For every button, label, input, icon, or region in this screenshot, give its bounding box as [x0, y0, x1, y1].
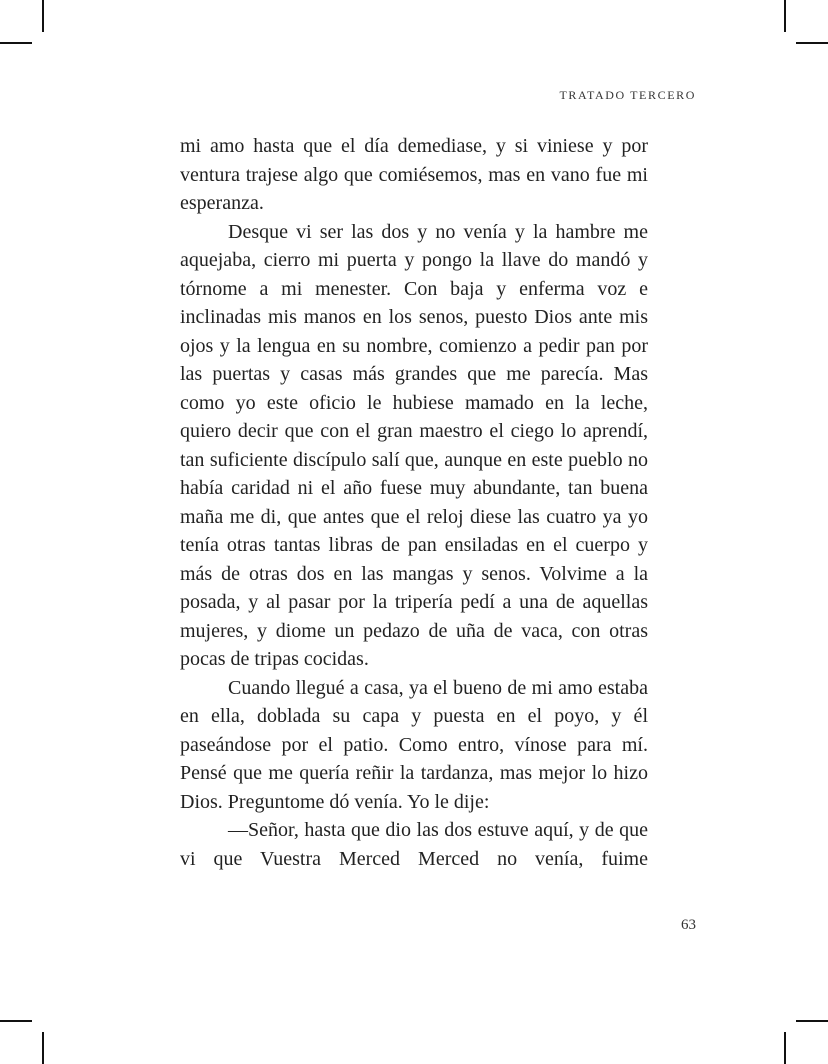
crop-mark-top-left-horizontal — [0, 42, 32, 44]
running-head: TRATADO TERCERO — [559, 88, 696, 102]
paragraph-return-home: Cuando llegué a casa, ya el bueno de mi amo estaba en ella, doblada su capa y puesta en el poyo, y él paseándose por el patio. Como entro, vínose para mí. Pensé que me quería reñir la tardanza, mas mejor lo hizo Dios. Preguntome dó venía. Yo le dije: — [180, 676, 648, 813]
crop-mark-bottom-right-horizontal — [796, 1020, 828, 1022]
crop-mark-bottom-left-horizontal — [0, 1020, 32, 1022]
crop-mark-top-right-horizontal — [796, 42, 828, 44]
paragraph-begging: Desque vi ser las dos y no venía y la hambre me aquejaba, cierro mi puerta y pongo la llave do mandó y tórnome a mi menester. Con baja y enferma voz e inclinadas mis manos en los senos, puesto Dios ante mis ojos y la lengua en su nombre, comienzo a pedir pan por las puertas y casas más grandes que me parecía. Mas como yo este oficio le hubiese mamado en la leche, quiero decir que con el gran maestro el ciego lo aprendí, tan suficiente discípulo salí que, aunque en este pueblo no había caridad ni el año fuese muy abundante, tan buena maña me di, que antes que el reloj diese las cuatro ya yo tenía otras tantas libras de pan ensiladas en el cuerpo y más de otras dos en las mangas y senos. Volvime a la posada, y al pasar por la tripería pedí a una de aquellas mujeres, y diome un pedazo de uña de vaca, con otras pocas de tripas cocidas. — [180, 220, 648, 670]
body-text — [180, 132, 648, 873]
crop-mark-top-right-vertical — [784, 0, 786, 32]
paragraph-continuation: mi amo hasta que el día demediase, y si viniese y por ventura trajese algo que comiésemos, mas en vano fue mi esperanza. — [180, 135, 648, 214]
crop-mark-bottom-left-vertical — [42, 1032, 44, 1064]
paragraph-dialogue: —Señor, hasta que dio las dos estuve aquí, y de que vi que Vuestra Merced Merced no venía, fuime — [180, 819, 648, 870]
crop-mark-bottom-right-vertical — [784, 1032, 786, 1064]
page-number: 63 — [681, 917, 696, 933]
crop-mark-top-left-vertical — [42, 0, 44, 32]
